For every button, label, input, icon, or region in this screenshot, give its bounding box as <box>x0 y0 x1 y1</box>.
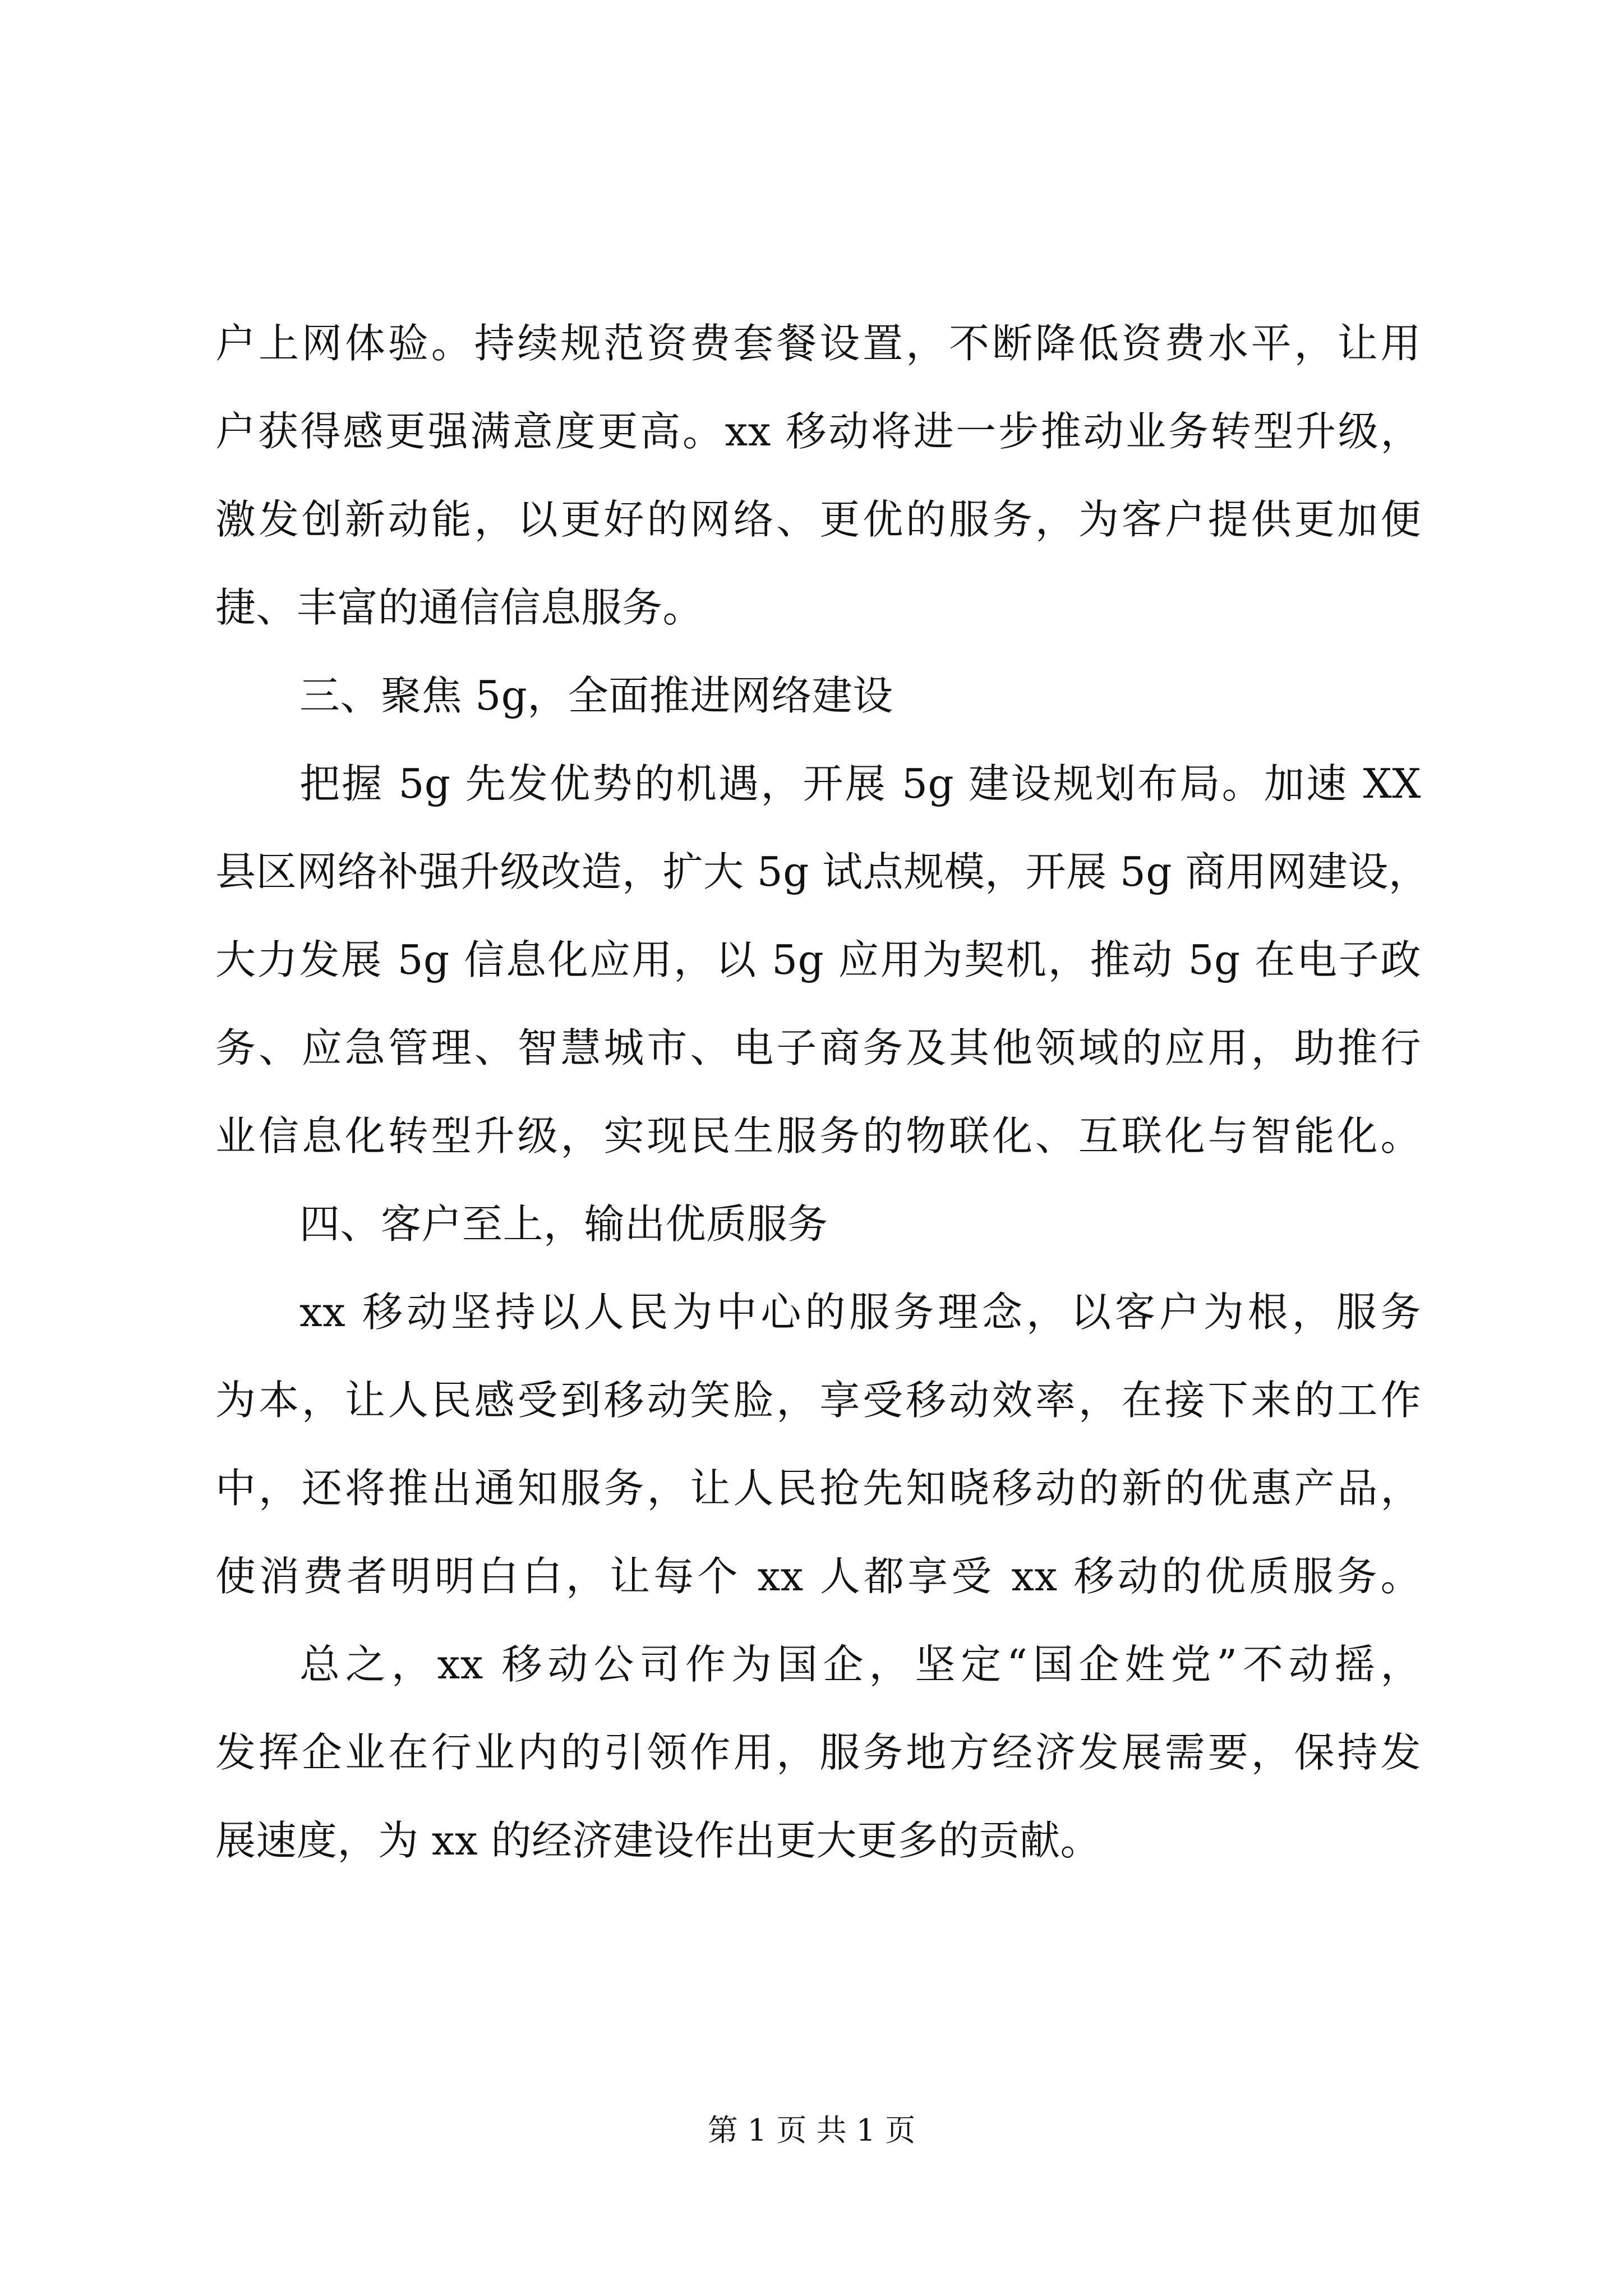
text-line: 户上网体验。持续规范资费套餐设置，不断降低资费水平，让用 <box>215 320 1421 367</box>
text-line: xx 移动坚持以人民为中心的服务理念，以客户为根，服务 <box>299 1289 1421 1336</box>
text-line: 务、应急管理、智慧城市、电子商务及其他领域的应用，助推行 <box>215 1024 1421 1071</box>
text-line: 业信息化转型升级，实现民生服务的物联化、互联化与智能化。 <box>215 1112 1421 1159</box>
text-line: 为本，让人民感受到移动笑脸，享受移动效率，在接下来的工作 <box>215 1377 1421 1424</box>
text-line: 把握 5g 先发优势的机遇，开展 5g 建设规划布局。加速 XX <box>299 760 1421 807</box>
text-line: 户获得感更强满意度更高。xx 移动将进一步推动业务转型升级， <box>215 408 1421 455</box>
text-line: 捷、丰富的通信信息服务。 <box>215 584 704 631</box>
text-line: 大力发展 5g 信息化应用，以 5g 应用为契机，推动 5g 在电子政 <box>215 936 1421 983</box>
text-line: 三、聚焦 5g，全面推进网络建设 <box>299 672 893 719</box>
text-line: 激发创新动能，以更好的网络、更优的服务，为客户提供更加便 <box>215 496 1421 543</box>
page-footer: 第 1 页 共 1 页 <box>707 2113 916 2148</box>
document-body <box>215 300 1430 1885</box>
text-line: 展速度，为 xx 的经济建设作出更大更多的贡献。 <box>215 1817 1101 1864</box>
text-line: 总之，xx 移动公司作为国企，坚定“国企姓党”不动摇， <box>299 1641 1421 1688</box>
text-line: 发挥企业在行业内的引领作用，服务地方经济发展需要，保持发 <box>215 1729 1421 1776</box>
text-line: 中，还将推出通知服务，让人民抢先知晓移动的新的优惠产品， <box>215 1465 1421 1512</box>
text-line: 使消费者明明白白，让每个 xx 人都享受 xx 移动的优质服务。 <box>215 1553 1421 1600</box>
text-line: 四、客户至上，输出优质服务 <box>299 1200 828 1248</box>
text-line: 县区网络补强升级改造，扩大 5g 试点规模，开展 5g 商用网建设， <box>215 848 1430 895</box>
